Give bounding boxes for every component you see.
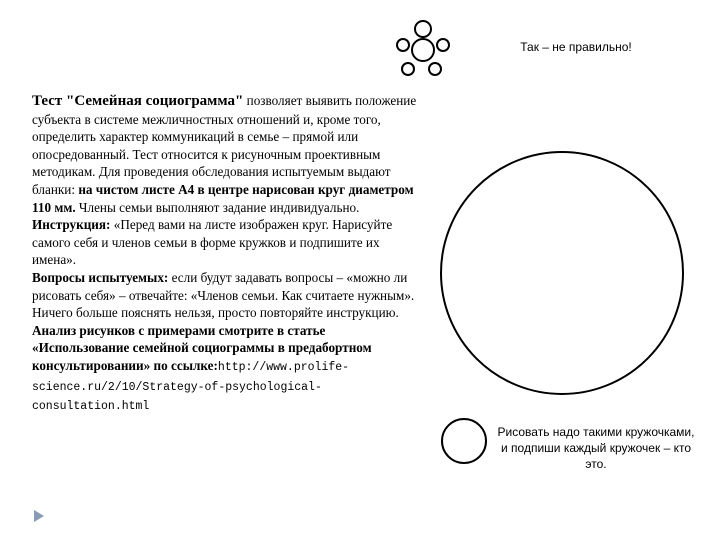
intro-text: позволяет выявить положение субъекта в системе межличностных отношений и, кроме того, определить характер коммуникаций в семье – прямой или опосредованный. Тест относится к рисуночным проективным методикам. Для проведения обследования испытуемым выдают бланки: <box>32 93 417 197</box>
test-description <box>32 92 424 416</box>
questions-label: Вопросы испытуемых: <box>32 269 169 285</box>
small-circle-example <box>441 418 487 464</box>
incorrect-example-flower <box>392 18 452 82</box>
individual-note: Члены семьи выполняют задание индивидуально. <box>75 199 360 215</box>
large-circle-diagram <box>440 151 684 395</box>
incorrect-caption: Так – не правильно! <box>520 40 632 54</box>
slide-bullet-icon <box>33 509 45 523</box>
analysis-label: Анализ рисунков с примерами смотрите в статье «Использование семейной социограммы в предабортном консультировании» по ссылке: <box>32 322 372 373</box>
blank-spec: на чистом листе А4 в центре нарисован круг диаметром 110 мм. <box>32 181 414 215</box>
test-title: Тест "Семейная социограмма" <box>32 93 244 109</box>
instruction-text: «Перед вами на листе изображен круг. Нарисуйте самого себя и членов семьи в форме кружков и подпишите их имена». <box>32 217 393 268</box>
correct-caption: Рисовать надо такими кружочками, и подпиши каждый кружочек – кто это. <box>497 425 695 471</box>
instruction-label: Инструкция: <box>32 217 111 233</box>
article-link[interactable]: http://www.prolife-science.ru/2/10/Strategy-of-psychological-consultation.html <box>32 360 350 414</box>
questions-text: если будут задавать вопросы – «можно ли рисовать себя» – отвечайте: «Членов семьи. Как считаете нужным». Ничего больше пояснять нельзя, просто повторяйте инструкцию. <box>32 269 415 321</box>
